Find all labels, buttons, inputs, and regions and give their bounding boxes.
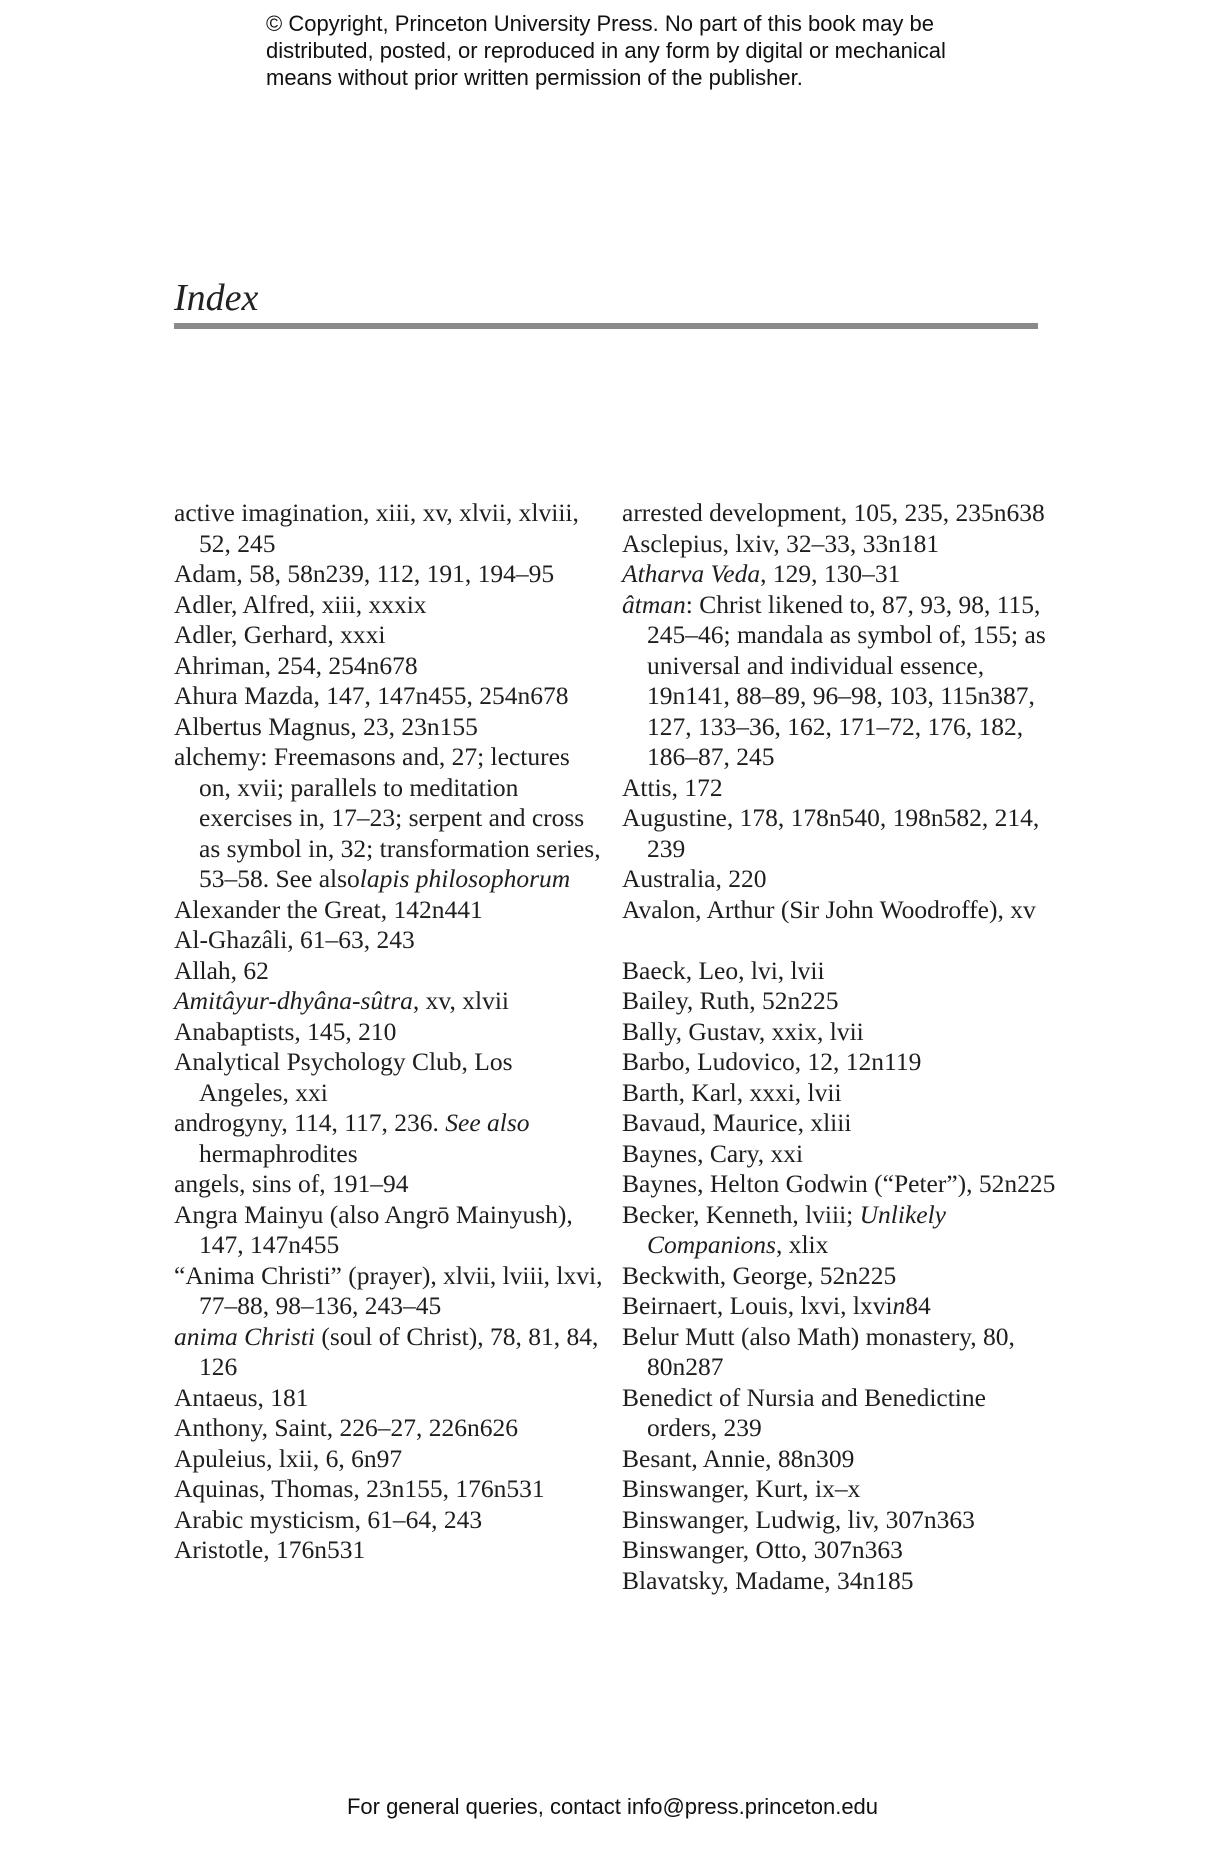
index-entry-text: Ahura Mazda, 147, 147n455, 254n678 (174, 681, 569, 710)
index-entry-text: Barbo, Ludovico, 12, 12n119 (622, 1047, 922, 1076)
index-entry-italic: Unlikely Companions (647, 1199, 946, 1259)
index-entry-text: Allah, 62 (174, 955, 269, 985)
index-entry (174, 1383, 604, 1414)
index-entry (174, 1474, 604, 1505)
index-entry (174, 1444, 604, 1475)
index-entry (622, 1535, 1062, 1566)
index-entry (622, 1169, 1062, 1200)
index-entry (622, 1139, 1062, 1170)
page-title: Index (174, 277, 259, 319)
copyright-line: © Copyright, Princeton University Press. No part of this book may be (266, 11, 934, 36)
index-entry (174, 1047, 604, 1108)
index-entry-italic: Amitâyur-dhyâna-sûtra (174, 986, 413, 1015)
index-entry (622, 1474, 1062, 1505)
index-entry-text: Adler, Alfred, xiii, xxxix (174, 589, 427, 619)
index-entry (622, 864, 1062, 895)
index-entry-text: alchemy: Freemasons and, 27; lectures on, xvii; parallels to meditation exercises in, 17–23; serpent and cross as symbol in, 32; transformation series, 53–58. See also (174, 742, 601, 893)
index-entry (622, 1108, 1062, 1139)
index-entry-italic: n (892, 1291, 906, 1320)
index-entry-text: Bally, Gustav, xxix, lvii (622, 1016, 864, 1046)
index-entry-text: Baynes, Cary, xxi (622, 1138, 804, 1168)
index-entry (174, 1261, 604, 1322)
title-rule (174, 323, 1038, 329)
index-entry-text: angels, sins of, 191–94 (174, 1169, 409, 1198)
index-entry-text: Belur Mutt (also Math) monastery, 80, 80n287 (622, 1321, 1015, 1381)
index-entry-italic: anima Christi (174, 1321, 315, 1351)
index-entry (622, 590, 1062, 773)
index-entry-text: Alexander the Great, 142n441 (174, 894, 483, 924)
index-entry-text: androgyny, 114, 117, 236. (174, 1108, 446, 1137)
index-entry-text: Becker, Kenneth, lviii; (622, 1199, 860, 1229)
index-entry-text: Albertus Magnus, 23, 23n155 (174, 711, 478, 741)
index-entry-text: Besant, Annie, 88n309 (622, 1443, 855, 1473)
index-entry (174, 620, 604, 651)
index-entry-text: Anabaptists, 145, 210 (174, 1016, 397, 1046)
index-entry-text: Australia, 220 (622, 864, 767, 893)
index-entry (174, 1108, 604, 1169)
index-entry (174, 1169, 604, 1200)
index-entry-italic: lapis philosophorum (359, 864, 571, 893)
index-entry (622, 1444, 1062, 1475)
index-entry (174, 925, 604, 956)
index-entry-text: Binswanger, Ludwig, liv, 307n363 (622, 1504, 975, 1534)
index-entry-text: Adam, 58, 58n239, 112, 191, 194–95 (174, 559, 555, 588)
index-entry (622, 1566, 1062, 1597)
index-entry-italic: Atharva Veda (622, 559, 761, 588)
index-entry-text: Antaeus, 181 (174, 1382, 309, 1412)
index-entry-text: Beirnaert, Louis, lxvi, lxvi (622, 1291, 893, 1320)
index-entry (174, 986, 604, 1017)
index-entry (622, 1505, 1062, 1536)
index-entry (622, 1383, 1062, 1444)
index-entry (622, 1291, 1062, 1322)
index-entry (174, 712, 604, 743)
index-entry-text: Avalon, Arthur (Sir John Woodroffe), xv (622, 894, 1036, 924)
index-entry (622, 1078, 1062, 1109)
index-entry-text: , xlix (775, 1230, 829, 1259)
index-entry-text: Baynes, Helton Godwin (“Peter”), 52n225 (622, 1169, 1056, 1198)
index-entry-text: hermaphrodites (199, 1138, 358, 1168)
index-entry-text: Barth, Karl, xxxi, lvii (622, 1077, 842, 1107)
index-entry-text: (soul of Christ), 78, 81, 84, 126 (199, 1321, 599, 1381)
footer-contact: For general queries, contact info@press.princeton.edu (346, 1794, 879, 1819)
index-entry-text: Binswanger, Otto, 307n363 (622, 1535, 903, 1564)
index-entry (174, 559, 604, 590)
index-entry-text: Apuleius, lxii, 6, 6n97 (174, 1443, 403, 1473)
index-entry (622, 1322, 1062, 1383)
index-entry-text: Attis, 172 (622, 772, 723, 802)
index-column-left (174, 498, 604, 1566)
index-entry (174, 895, 604, 926)
index-entry (622, 956, 1062, 987)
index-entry (622, 1017, 1062, 1048)
index-entry (622, 1200, 1062, 1261)
index-entry-text: Augustine, 178, 178n540, 198n582, 214, 239 (622, 803, 1040, 863)
copyright-notice (266, 10, 1066, 91)
index-entry (622, 1261, 1062, 1292)
index-entry-text: Bailey, Ruth, 52n225 (622, 986, 839, 1015)
index-entry-text: Blavatsky, Madame, 34n185 (622, 1565, 914, 1595)
index-entry (622, 803, 1062, 864)
index-entry-italic: See also (445, 1108, 530, 1137)
index-entry-text: Aristotle, 176n531 (174, 1535, 366, 1564)
index-column-right (622, 498, 1062, 1596)
index-entry-text: Adler, Gerhard, xxxi (174, 620, 386, 649)
index-entry (622, 529, 1062, 560)
index-entry-text: : Christ likened to, 87, 93, 98, 115, 245–46; mandala as symbol of, 155; as universal and individual essence, 19n141, 88–89, 96–98, 103, 115n387, 127, 133–36, 162, 171–72, 176, 182, 186–87, 245 (647, 589, 1046, 771)
index-entry (174, 1505, 604, 1536)
index-entry-text: active imagination, xiii, xv, xlvii, xlviii, 52, 245 (174, 498, 579, 558)
letter-group-gap (622, 925, 1062, 956)
index-entry-text: Anthony, Saint, 226–27, 226n626 (174, 1413, 519, 1442)
copyright-line: distributed, posted, or reproduced in any form by digital or mechanical (266, 38, 946, 63)
index-entry-italic: âtman (622, 589, 686, 619)
index-entry-text: Arabic mysticism, 61–64, 243 (174, 1504, 483, 1534)
index-entry (174, 956, 604, 987)
index-entry (622, 498, 1062, 529)
index-entry-text: Bavaud, Maurice, xliii (622, 1108, 852, 1137)
index-entry (174, 1413, 604, 1444)
index-entry (622, 1047, 1062, 1078)
index-entry (622, 773, 1062, 804)
index-entry (174, 590, 604, 621)
index-entry (174, 681, 604, 712)
copyright-line: means without prior written permission of the publisher. (266, 65, 803, 90)
index-entry-text: arrested development, 105, 235, 235n638 (622, 498, 1045, 527)
index-entry-text: Angra Mainyu (also Angrō Mainyush), 147, 147n455 (174, 1199, 573, 1259)
index-entry-text: Baeck, Leo, lvi, lvii (622, 955, 825, 985)
index-entry-text: Benedict of Nursia and Benedictine orders, 239 (622, 1382, 986, 1442)
index-entry-text: , xv, xlvii (412, 986, 509, 1015)
index-entry (174, 1017, 604, 1048)
index-entry-text: Ahriman, 254, 254n678 (174, 650, 418, 680)
index-entry-text: Binswanger, Kurt, ix–x (622, 1474, 861, 1503)
index-entry-text: 84 (905, 1291, 931, 1320)
index-entry (174, 1322, 604, 1383)
index-entry-text: Analytical Psychology Club, Los Angeles, xxi (174, 1047, 513, 1107)
index-entry (174, 651, 604, 682)
index-entry (174, 1535, 604, 1566)
index-entry-text: Beckwith, George, 52n225 (622, 1260, 897, 1290)
index-entry (174, 498, 604, 559)
index-entry (622, 895, 1062, 926)
index-entry-text: Aquinas, Thomas, 23n155, 176n531 (174, 1474, 545, 1503)
index-entry (622, 559, 1062, 590)
index-entry-text: Asclepius, lxiv, 32–33, 33n181 (622, 528, 940, 558)
index-entry (174, 1200, 604, 1261)
index-entry-text: , 129, 130–31 (760, 559, 901, 588)
index-entry (622, 986, 1062, 1017)
index-entry (174, 742, 604, 895)
index-entry-text: “Anima Christi” (prayer), xlvii, lviii, lxvi, 77–88, 98–136, 243–45 (174, 1260, 603, 1320)
index-entry-text: Al-Ghazâli, 61–63, 243 (174, 925, 415, 954)
